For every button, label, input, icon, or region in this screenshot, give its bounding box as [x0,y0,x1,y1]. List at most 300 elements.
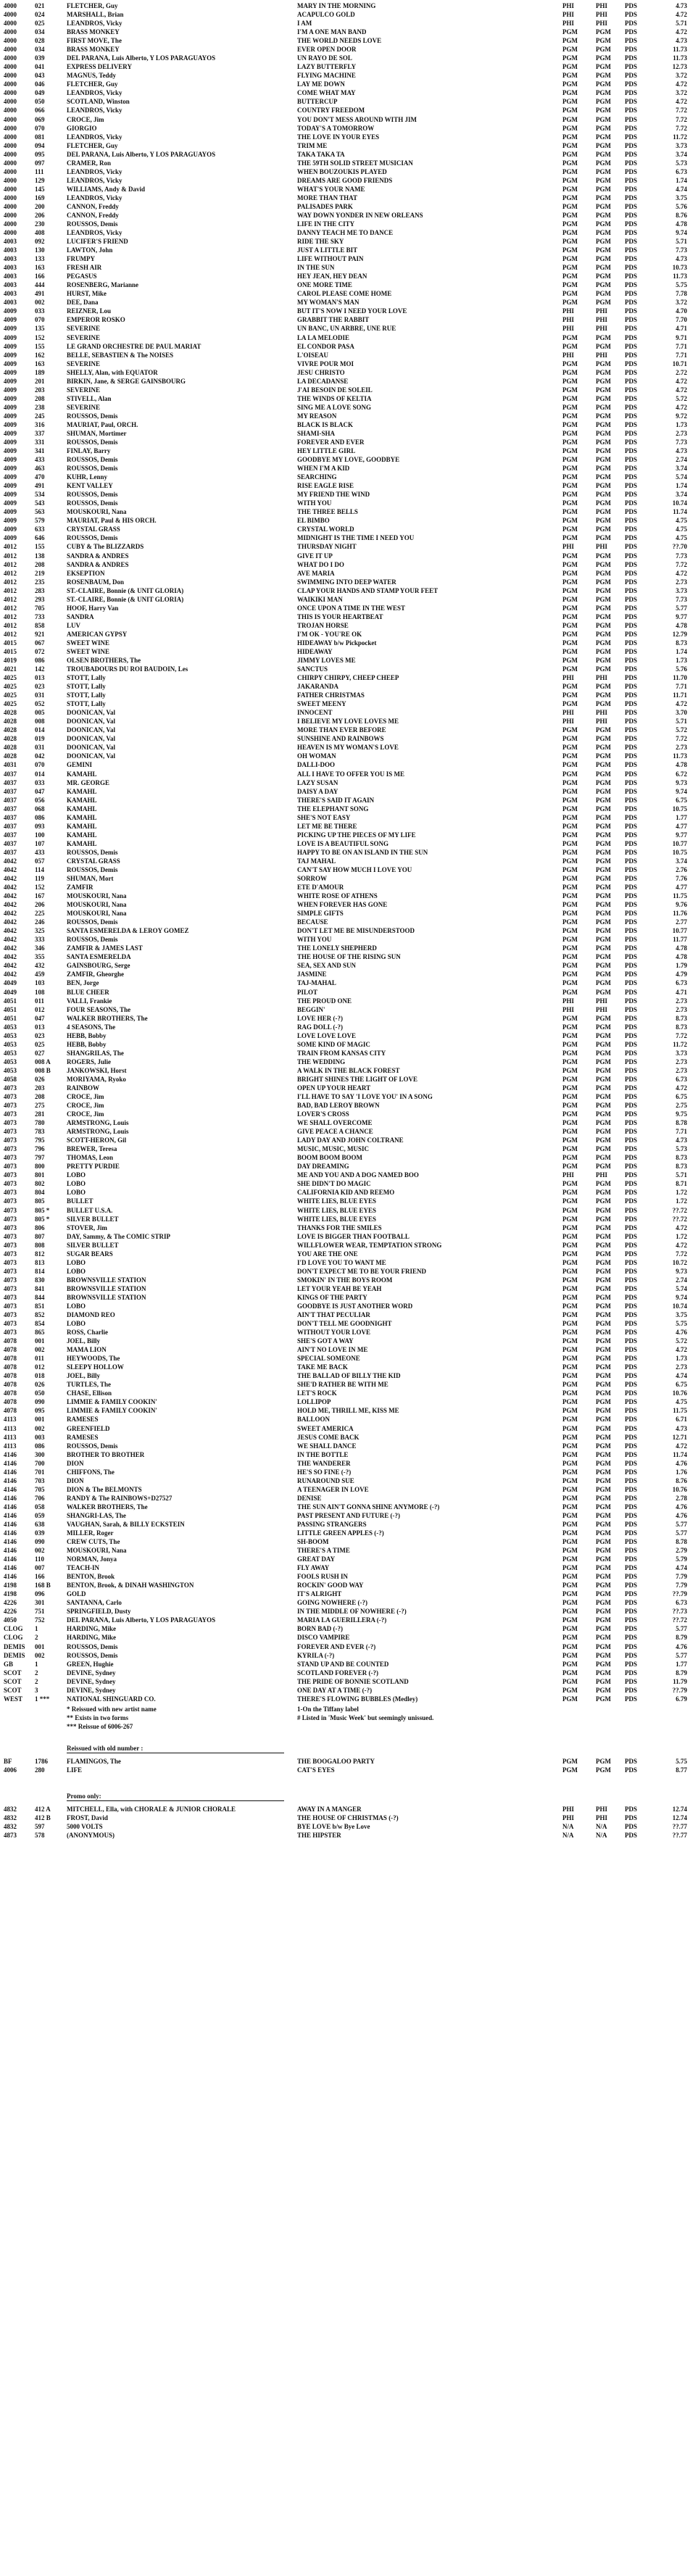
title: SOME KIND OF MAGIC [297,1041,370,1048]
title: JAKARANDA [297,683,338,690]
prefix: 4003 [4,246,17,254]
label-b: PGM [596,1050,611,1057]
catalogue-number: 3 [35,1687,38,1694]
distributor: PDS [625,1555,638,1563]
label-a: PGM [562,840,578,847]
artist: SILVER BULLET [67,1242,119,1249]
catalogue-number: 245 [35,412,45,420]
label-b: PGM [596,1102,611,1109]
table-row [0,71,690,80]
prefix: 4009 [4,343,17,350]
catalogue-number: 145 [35,186,45,193]
artist: TROUBADOURS DU ROI BAUDOIN, Les [67,665,188,673]
distributor: PDS [625,1337,638,1345]
table-row [0,734,690,743]
label-a: PGM [562,98,578,105]
catalogue-number: 201 [35,378,45,385]
label-a: PGM [562,1207,578,1214]
label-a: PGM [562,290,578,297]
artist: FINLAY, Barry [67,447,111,454]
prefix: 4073 [4,1233,17,1240]
title: THE LOVE IN YOUR EYES [297,133,380,141]
release-date: 6.75 [676,1093,687,1100]
table-row [0,1206,690,1215]
title: SANCTUS [297,665,328,673]
title: THE ELEPHANT SONG [297,805,369,813]
artist: BENTON, Brook, & DINAH WASHINGTON [67,1582,194,1589]
label-b: PGM [596,1145,611,1152]
artist: DION [67,1477,84,1484]
label-a: PGM [562,1285,578,1292]
label-b: PGM [596,1076,611,1083]
catalogue-number: 034 [35,46,45,53]
label-a: PGM [562,404,578,411]
catalogue-number: 751 [35,1608,45,1615]
label-b: PGM [596,570,611,577]
prefix: 4009 [4,447,17,454]
label-b: PGM [596,1216,611,1223]
artist: LUCIFER'S FRIEND [67,238,128,245]
catalogue-number: 203 [35,1084,45,1092]
label-a: PGM [562,884,578,891]
label-b: PGM [596,1363,611,1371]
artist: WILLIAMS, Andy & David [67,186,146,193]
catalogue-number: 646 [35,534,45,541]
catalogue-number: 011 [35,997,45,1005]
footnote: *** Reissue of 6006-267 [67,1723,133,1730]
title: I'LL HAVE TO SAY 'I LOVE YOU' IN A SONG [297,1093,433,1100]
release-date: 10.74 [672,499,687,507]
title: FLYING MACHINE [297,72,356,79]
distributor: PDS [625,430,638,437]
title: JESUS COME BACK [297,1434,359,1441]
table-row [0,796,690,805]
title: MORE THAN THAT [297,194,358,201]
label-a: PGM [562,1661,578,1668]
table-row [0,1433,690,1442]
label-a: PGM [562,1652,578,1659]
label-a: PGM [562,1486,578,1493]
title: UN RAYO DE SOL [297,54,352,62]
release-date: 6.73 [676,979,687,986]
distributor: PDS [625,1006,638,1013]
label-b: PGM [596,587,611,594]
catalogue-number: 325 [35,927,45,934]
release-date: 6.73 [676,1599,687,1606]
release-date: 5.71 [676,20,687,27]
title: THE WINDS OF KELTIA [297,395,372,402]
release-date: 4.72 [676,1346,687,1353]
label-a: PGM [562,979,578,986]
distributor: PDS [625,525,638,533]
table-row [0,944,690,952]
release-date: 9.77 [676,831,687,839]
table-row [0,133,690,141]
prefix: 4028 [4,709,17,716]
release-date: 6.75 [676,1381,687,1388]
artist: SWEET WINE [67,639,109,647]
distributor: PDS [625,1573,638,1580]
catalogue-number: 293 [35,596,45,603]
label-b: PGM [596,456,611,463]
catalogue-number: 008 A [35,1058,51,1065]
title: WILLFLOWER WEAR, TEMPTATION STRONG [297,1242,442,1249]
distributor: PDS [625,1015,638,1022]
artist: MR. GEORGE [67,779,110,786]
release-date: 4.72 [676,1224,687,1231]
title: PASSING STRANGERS [297,1521,367,1528]
label-b: PGM [596,1512,611,1519]
title: SHE'D RATHER BE WITH ME [297,1381,388,1388]
label-a: PGM [562,1276,578,1284]
title: THIS IS YOUR HEARTBEAT [297,613,383,620]
artist: HARDING, Mike [67,1625,116,1632]
prefix: 4000 [4,142,17,149]
label-a: PGM [562,1224,578,1231]
prefix: 4078 [4,1389,17,1397]
artist: SEVERINE [67,334,101,341]
catalogue-number: 208 [35,395,45,402]
label-a: PGM [562,125,578,132]
title: FOOLS RUSH IN [297,1573,349,1580]
distributor: PDS [625,386,638,394]
table-row [0,1215,690,1223]
release-date: 7.72 [676,1032,687,1039]
title: THERE'S SAID IT AGAIN [297,797,375,804]
artist: ZAMFIR [67,884,93,891]
prefix: 4053 [4,1023,17,1031]
title: SEARCHING [297,473,337,481]
release-date: 1.72 [676,1233,687,1240]
title: BYE LOVE b/w Bye Love [297,1823,370,1830]
title: TROJAN HORSE [297,622,349,629]
prefix: 4226 [4,1599,17,1606]
release-date: 10.75 [672,805,687,813]
label-a: PGM [562,28,578,36]
catalogue-number: 072 [35,648,45,655]
release-date: 4.74 [676,186,687,193]
distributor: PDS [625,709,638,716]
catalogue-number: 012 [35,1363,45,1371]
table-row [0,787,690,796]
prefix: 4009 [4,395,17,402]
table-row [0,1223,690,1232]
distributor: PDS [625,971,638,978]
release-date: 4.74 [676,1564,687,1571]
title: WHAT DO I DO [297,561,344,568]
catalogue-number: 316 [35,421,45,428]
title: RIDE THE SKY [297,238,344,245]
label-a: PGM [562,1695,578,1703]
table-row [0,194,690,202]
prefix: 4053 [4,1041,17,1048]
table-row [0,1092,690,1101]
release-date: 5.73 [676,1145,687,1152]
catalogue-number: 002 [35,1547,45,1554]
artist: BIRKIN, Jane, & SERGE GAINSBOURG [67,378,186,385]
label-b: PGM [596,37,611,44]
label-a: PHI [562,2,575,9]
title: WHEN FOREVER HAS GONE [297,901,388,908]
table-row [0,360,690,368]
artist: BEN, Jorge [67,979,99,986]
catalogue-number: 333 [35,936,45,943]
label-b: PGM [596,220,611,228]
distributor: PDS [625,1538,638,1545]
title: WHEN BOUZOUKIS PLAYED [297,168,387,175]
release-date: 4.79 [676,971,687,978]
label-a: PGM [562,1067,578,1074]
distributor: PDS [625,1163,638,1170]
label-b: PGM [596,255,611,262]
label-b: PGM [596,54,611,62]
release-date: 8.73 [676,1015,687,1022]
prefix: DEMIS [4,1652,25,1659]
distributor: PDS [625,1625,638,1632]
catalogue-number: 433 [35,849,45,856]
distributor: PDS [625,1547,638,1554]
label-b: PGM [596,1451,611,1458]
catalogue-number: 026 [35,1381,45,1388]
label-a: PGM [562,1363,578,1371]
distributor: PDS [625,1355,638,1362]
label-a: PGM [562,1407,578,1414]
title: GIVE IT UP [297,552,333,560]
distributor: PDS [625,840,638,847]
label-b: PGM [596,840,611,847]
release-date: 4.72 [676,1242,687,1249]
table-row [0,1241,690,1250]
artist: ROSENBAUM, Don [67,578,125,586]
release-date: 2.73 [676,997,687,1005]
title: LAZY BUTTERFLY [297,63,357,70]
catalogue-number: 111 [35,168,44,175]
prefix: 4012 [4,631,17,638]
prefix: 4025 [4,700,17,707]
distributor: PDS [625,89,638,96]
title: BALLOON [297,1416,331,1423]
label-a: PGM [562,465,578,472]
label-a: PGM [562,1758,578,1765]
prefix: 4073 [4,1242,17,1249]
label-a: PHI [562,718,575,725]
title: CALIFORNIA KID AND REEMO [297,1189,395,1196]
table-row [0,1459,690,1468]
distributor: PDS [625,1425,638,1432]
label-b: PGM [596,168,611,175]
prefix: 4042 [4,944,17,952]
label-a: PGM [562,1163,578,1170]
table-row [0,124,690,133]
label-a: PGM [562,726,578,734]
catalogue-number: 092 [35,238,45,245]
label-a: PGM [562,151,578,158]
prefix: 4003 [4,255,17,262]
distributor: PDS [625,1582,638,1589]
prefix: 4078 [4,1346,17,1353]
title: VIVRE POUR MOI [297,360,354,367]
catalogue-number: 2 [35,1669,38,1677]
artist: LEANDROS, Vicky [67,194,122,201]
artist: ARMSTRONG, Louis [67,1119,129,1126]
catalogue-number: 805 [35,1197,45,1205]
table-row [0,1406,690,1415]
catalogue-number: 780 [35,1119,45,1126]
prefix: 4000 [4,54,17,62]
prefix: WEST [4,1695,23,1703]
table-row [0,918,690,926]
label-b: PGM [596,343,611,350]
distributor: PDS [625,28,638,36]
label-b: PGM [596,1250,611,1258]
release-date: 9.77 [676,613,687,620]
label-a: PGM [562,622,578,629]
distributor: PDS [625,80,638,88]
release-date: 11.76 [673,910,687,917]
label-b: PGM [596,1311,611,1318]
label-a: PGM [562,1590,578,1597]
distributor: PDS [625,831,638,839]
distributor: PDS [625,622,638,629]
label-a: PGM [562,1189,578,1196]
distributor: PDS [625,1311,638,1318]
catalogue-number: 1786 [35,1758,48,1765]
label-b: PGM [596,1302,611,1310]
release-date: 4.72 [676,28,687,36]
artist: SANTA ESMERELDA [67,953,131,960]
label-a: PGM [562,456,578,463]
catalogue-number: 013 [35,1023,45,1031]
label-a: PGM [562,665,578,673]
release-date: 3.72 [676,72,687,79]
catalogue-number: 163 [35,360,45,367]
table-row [0,699,690,708]
label-a: PGM [562,421,578,428]
label-b: PGM [596,1119,611,1126]
prefix: 4073 [4,1294,17,1301]
distributor: PDS [625,281,638,288]
release-date: 10.77 [672,927,687,934]
label-b: PGM [596,648,611,655]
label-a: PGM [562,814,578,821]
release-date: 4.72 [676,404,687,411]
title: FLY AWAY [297,1564,330,1571]
catalogue-number: 008 B [35,1067,51,1074]
catalogue-number: 097 [35,159,45,167]
artist: DAY, Sammy, & The COMIC STRIP [67,1233,170,1240]
prefix: 4051 [4,997,17,1005]
label-b: PGM [596,604,611,612]
table-row [0,1660,690,1669]
artist: SEVERINE [67,386,101,394]
catalogue-number: 841 [35,1285,45,1292]
label-a: PHI [562,997,575,1005]
prefix: 4037 [4,797,17,804]
prefix: 4009 [4,473,17,481]
release-date: 4.70 [676,307,687,315]
release-date: ??.72 [672,1207,687,1214]
prefix: 4009 [4,456,17,463]
catalogue-number: 005 [35,709,45,716]
artist: MOUSKOURI, Nana [67,901,127,908]
prefix: 4000 [4,203,17,210]
distributor: PDS [625,1050,638,1057]
label-b: PGM [596,1207,611,1214]
table-row [0,1310,690,1319]
prefix: 4025 [4,691,17,699]
artist: FLETCHER, Guy [67,142,118,149]
distributor: PDS [625,552,638,560]
prefix: 4000 [4,229,17,236]
table-row [0,1442,690,1450]
release-date: 6.73 [676,168,687,175]
label-b: PGM [596,1058,611,1065]
release-date: 5.71 [676,238,687,245]
release-date: 6.72 [676,770,687,778]
distributor: PDS [625,1643,638,1650]
title: WAIKIKI MAN [297,596,343,603]
catalogue-number: 066 [35,107,45,114]
prefix: 4146 [4,1495,17,1502]
catalogue-number: 830 [35,1276,45,1284]
prefix: 4000 [4,168,17,175]
label-b: PGM [596,404,611,411]
artist: MAGNUS, Teddy [67,72,117,79]
prefix: 4053 [4,1032,17,1039]
catalogue-number: 059 [35,1512,45,1519]
label-a: PGM [562,552,578,560]
label-b: PGM [596,1687,611,1694]
title: IN THE MIDDLE OF NOWHERE (-?) [297,1608,407,1615]
catalogue-number: 021 [35,2,45,9]
catalogue-number: 014 [35,726,45,734]
distributor: PDS [625,726,638,734]
title: PALISADES PARK [297,203,353,210]
prefix: 4003 [4,273,17,280]
release-date: 5.71 [676,1171,687,1179]
catalogue-number: 491 [35,482,45,489]
artist: LOBO [67,1171,86,1179]
prefix: 4009 [4,508,17,515]
prefix: SCOT [4,1678,22,1685]
table-row [0,1276,690,1284]
table-row [0,805,690,813]
label-b: PGM [596,1084,611,1092]
release-date: 10.71 [672,360,687,367]
artist: MAURIAT, Paul, ORCH. [67,421,138,428]
artist: GIORGIO [67,125,97,132]
table-row [0,211,690,220]
catalogue-number: 047 [35,788,45,795]
prefix: 4000 [4,20,17,27]
prefix: 4078 [4,1407,17,1414]
label-a: PGM [562,1084,578,1092]
prefix: 4073 [4,1268,17,1275]
table-row [0,1520,690,1529]
label-b: PGM [596,1678,611,1685]
title: MORE THAN EVER BEFORE [297,726,386,734]
distributor: PDS [625,352,638,359]
label-b: PGM [596,1669,611,1677]
table-row [0,1380,690,1389]
table-row [0,726,690,734]
table-row [0,54,690,62]
prefix: 4003 [4,290,17,297]
distributor: PDS [625,1067,638,1074]
artist: RAMESES [67,1434,99,1441]
table-row [0,185,690,194]
label-a: PGM [562,944,578,952]
